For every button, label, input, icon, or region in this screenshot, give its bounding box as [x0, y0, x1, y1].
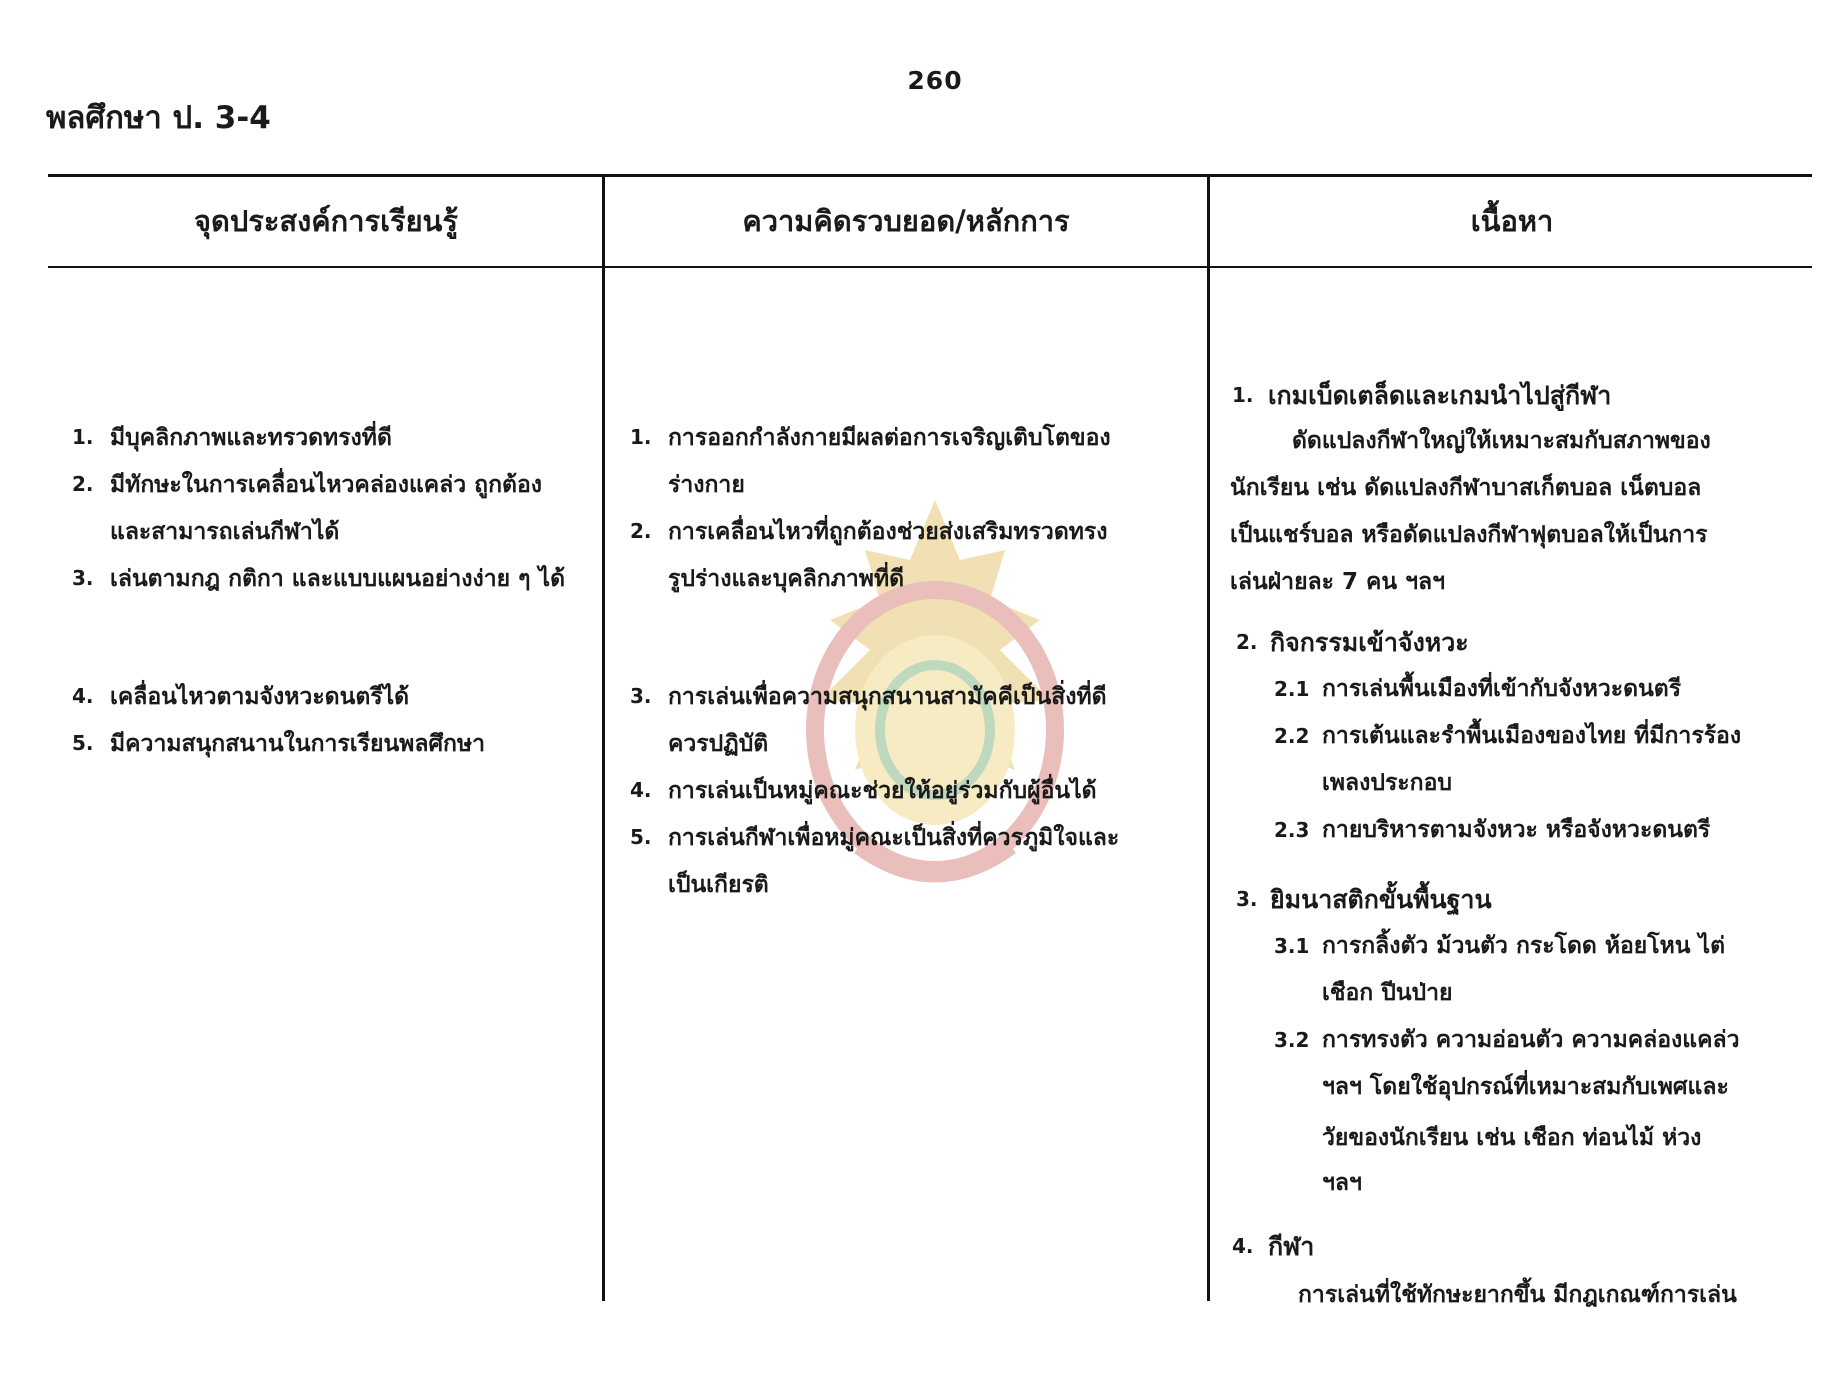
header-learning-objectives: จุดประสงค์การเรียนรู้ [194, 204, 458, 238]
concept-text-continued: ร่างกาย [668, 472, 745, 498]
content-paragraph: เป็นแชร์บอล หรือดัดแปลงกีฬาฟุตบอลให้เป็นการ [1230, 522, 1708, 548]
concept-text: การเคลื่อนไหวที่ถูกต้องช่วยส่งเสริมทรวดทรง [668, 519, 1108, 545]
concept-number: 3. [630, 684, 652, 708]
content-subsection-text: การกลิ้งตัว ม้วนตัว กระโดด ห้อยโหน ไต่ [1322, 933, 1726, 959]
content-section-number: 1. [1232, 383, 1254, 407]
content-section-number: 2. [1236, 630, 1258, 654]
objective-text: มีทักษะในการเคลื่อนไหวคล่องแคล่ว ถูกต้อง [110, 472, 543, 498]
concept-text: การเล่นเป็นหมู่คณะช่วยให้อยู่ร่วมกับผู้อื่นได้ [668, 778, 1097, 804]
content-subsection-number: 3.1 [1274, 934, 1310, 958]
content-section-number: 4. [1232, 1234, 1254, 1258]
objective-number: 1. [72, 425, 94, 449]
objective-text: เคลื่อนไหวตามจังหวะดนตรีได้ [110, 684, 410, 710]
content-subsection-text-continued: ฯลฯ [1322, 1170, 1362, 1196]
content-subsection-text: กายบริหารตามจังหวะ หรือจังหวะดนตรี [1322, 817, 1711, 843]
content-paragraph: นักเรียน เช่น ดัดแปลงกีฬาบาสเก็ตบอล เน็ตบอล [1230, 475, 1702, 501]
content-section-title: กีฬา [1268, 1232, 1315, 1261]
objective-number: 5. [72, 731, 94, 755]
concept-number: 5. [630, 825, 652, 849]
objective-text: มีบุคลิกภาพและทรวดทรงที่ดี [110, 425, 392, 451]
table-top-rule [48, 174, 1812, 177]
objective-text: มีความสนุกสนานในการเรียนพลศึกษา [110, 731, 486, 757]
content-section-title: กิจกรรมเข้าจังหวะ [1270, 628, 1469, 657]
content-paragraph: ดัดแปลงกีฬาใหญ่ให้เหมาะสมกับสภาพของ [1292, 428, 1711, 454]
concept-text: การเล่นกีฬาเพื่อหมู่คณะเป็นสิ่งที่ควรภูมิใจและ [668, 825, 1120, 851]
header-bottom-rule [48, 266, 1812, 268]
concept-text-continued: รูปร่างและบุคลิกภาพที่ดี [668, 566, 905, 592]
content-subsection-number: 2.2 [1274, 724, 1310, 748]
concept-number: 1. [630, 425, 652, 449]
concept-text: การเล่นเพื่อความสนุกสนานสามัคคีเป็นสิ่งที่ดี [668, 684, 1107, 710]
page-number: 260 [907, 66, 963, 95]
content-subsection-text-continued: ฯลฯ โดยใช้อุปกรณ์ที่เหมาะสมกับเพศและ [1322, 1074, 1729, 1100]
content-paragraph: การเล่นที่ใช้ทักษะยากขึ้น มีกฎเกณฑ์การเล่น [1298, 1282, 1737, 1308]
content-section-title: เกมเบ็ดเตล็ดและเกมนำไปสู่กีฬา [1268, 381, 1612, 410]
column-divider-1 [602, 176, 605, 1301]
concept-text: การออกกำลังกายมีผลต่อการเจริญเติบโตของ [668, 425, 1111, 451]
objective-number: 2. [72, 472, 94, 496]
content-section-number: 3. [1236, 887, 1258, 911]
content-section-title: ยิมนาสติกขั้นพื้นฐาน [1270, 885, 1492, 914]
header-concepts-principles: ความคิดรวบยอด/หลักการ [742, 204, 1070, 238]
content-subsection-number: 2.1 [1274, 677, 1310, 701]
objective-text-continued: และสามารถเล่นกีฬาได้ [110, 519, 340, 545]
objective-text: เล่นตามกฎ กติกา และแบบแผนอย่างง่าย ๆ ได้ [110, 566, 566, 592]
content-subsection-number: 3.2 [1274, 1028, 1310, 1052]
concept-number: 4. [630, 778, 652, 802]
content-subsection-number: 2.3 [1274, 818, 1310, 842]
content-subsection-text-continued: วัยของนักเรียน เช่น เชือก ท่อนไม้ ห่วง [1322, 1125, 1702, 1151]
running-head: พลศึกษา ป. 3-4 [46, 100, 271, 136]
concept-number: 2. [630, 519, 652, 543]
content-subsection-text: การทรงตัว ความอ่อนตัว ความคล่องแคล่ว [1322, 1027, 1740, 1053]
content-paragraph: เล่นฝ่ายละ 7 คน ฯลฯ [1230, 569, 1446, 595]
concept-text-continued: เป็นเกียรติ [668, 872, 769, 898]
content-subsection-text: การเต้นและรำพื้นเมืองของไทย ที่มีการร้อง [1322, 723, 1742, 749]
content-subsection-text-continued: เพลงประกอบ [1322, 770, 1452, 796]
objective-number: 4. [72, 684, 94, 708]
concept-text-continued: ควรปฏิบัติ [668, 731, 769, 757]
content-subsection-text: การเล่นพื้นเมืองที่เข้ากับจังหวะดนตรี [1322, 676, 1682, 702]
header-content: เนื้อหา [1470, 204, 1554, 238]
content-subsection-text-continued: เชือก ปีนป่าย [1322, 980, 1453, 1006]
column-divider-2 [1207, 176, 1210, 1301]
objective-number: 3. [72, 566, 94, 590]
